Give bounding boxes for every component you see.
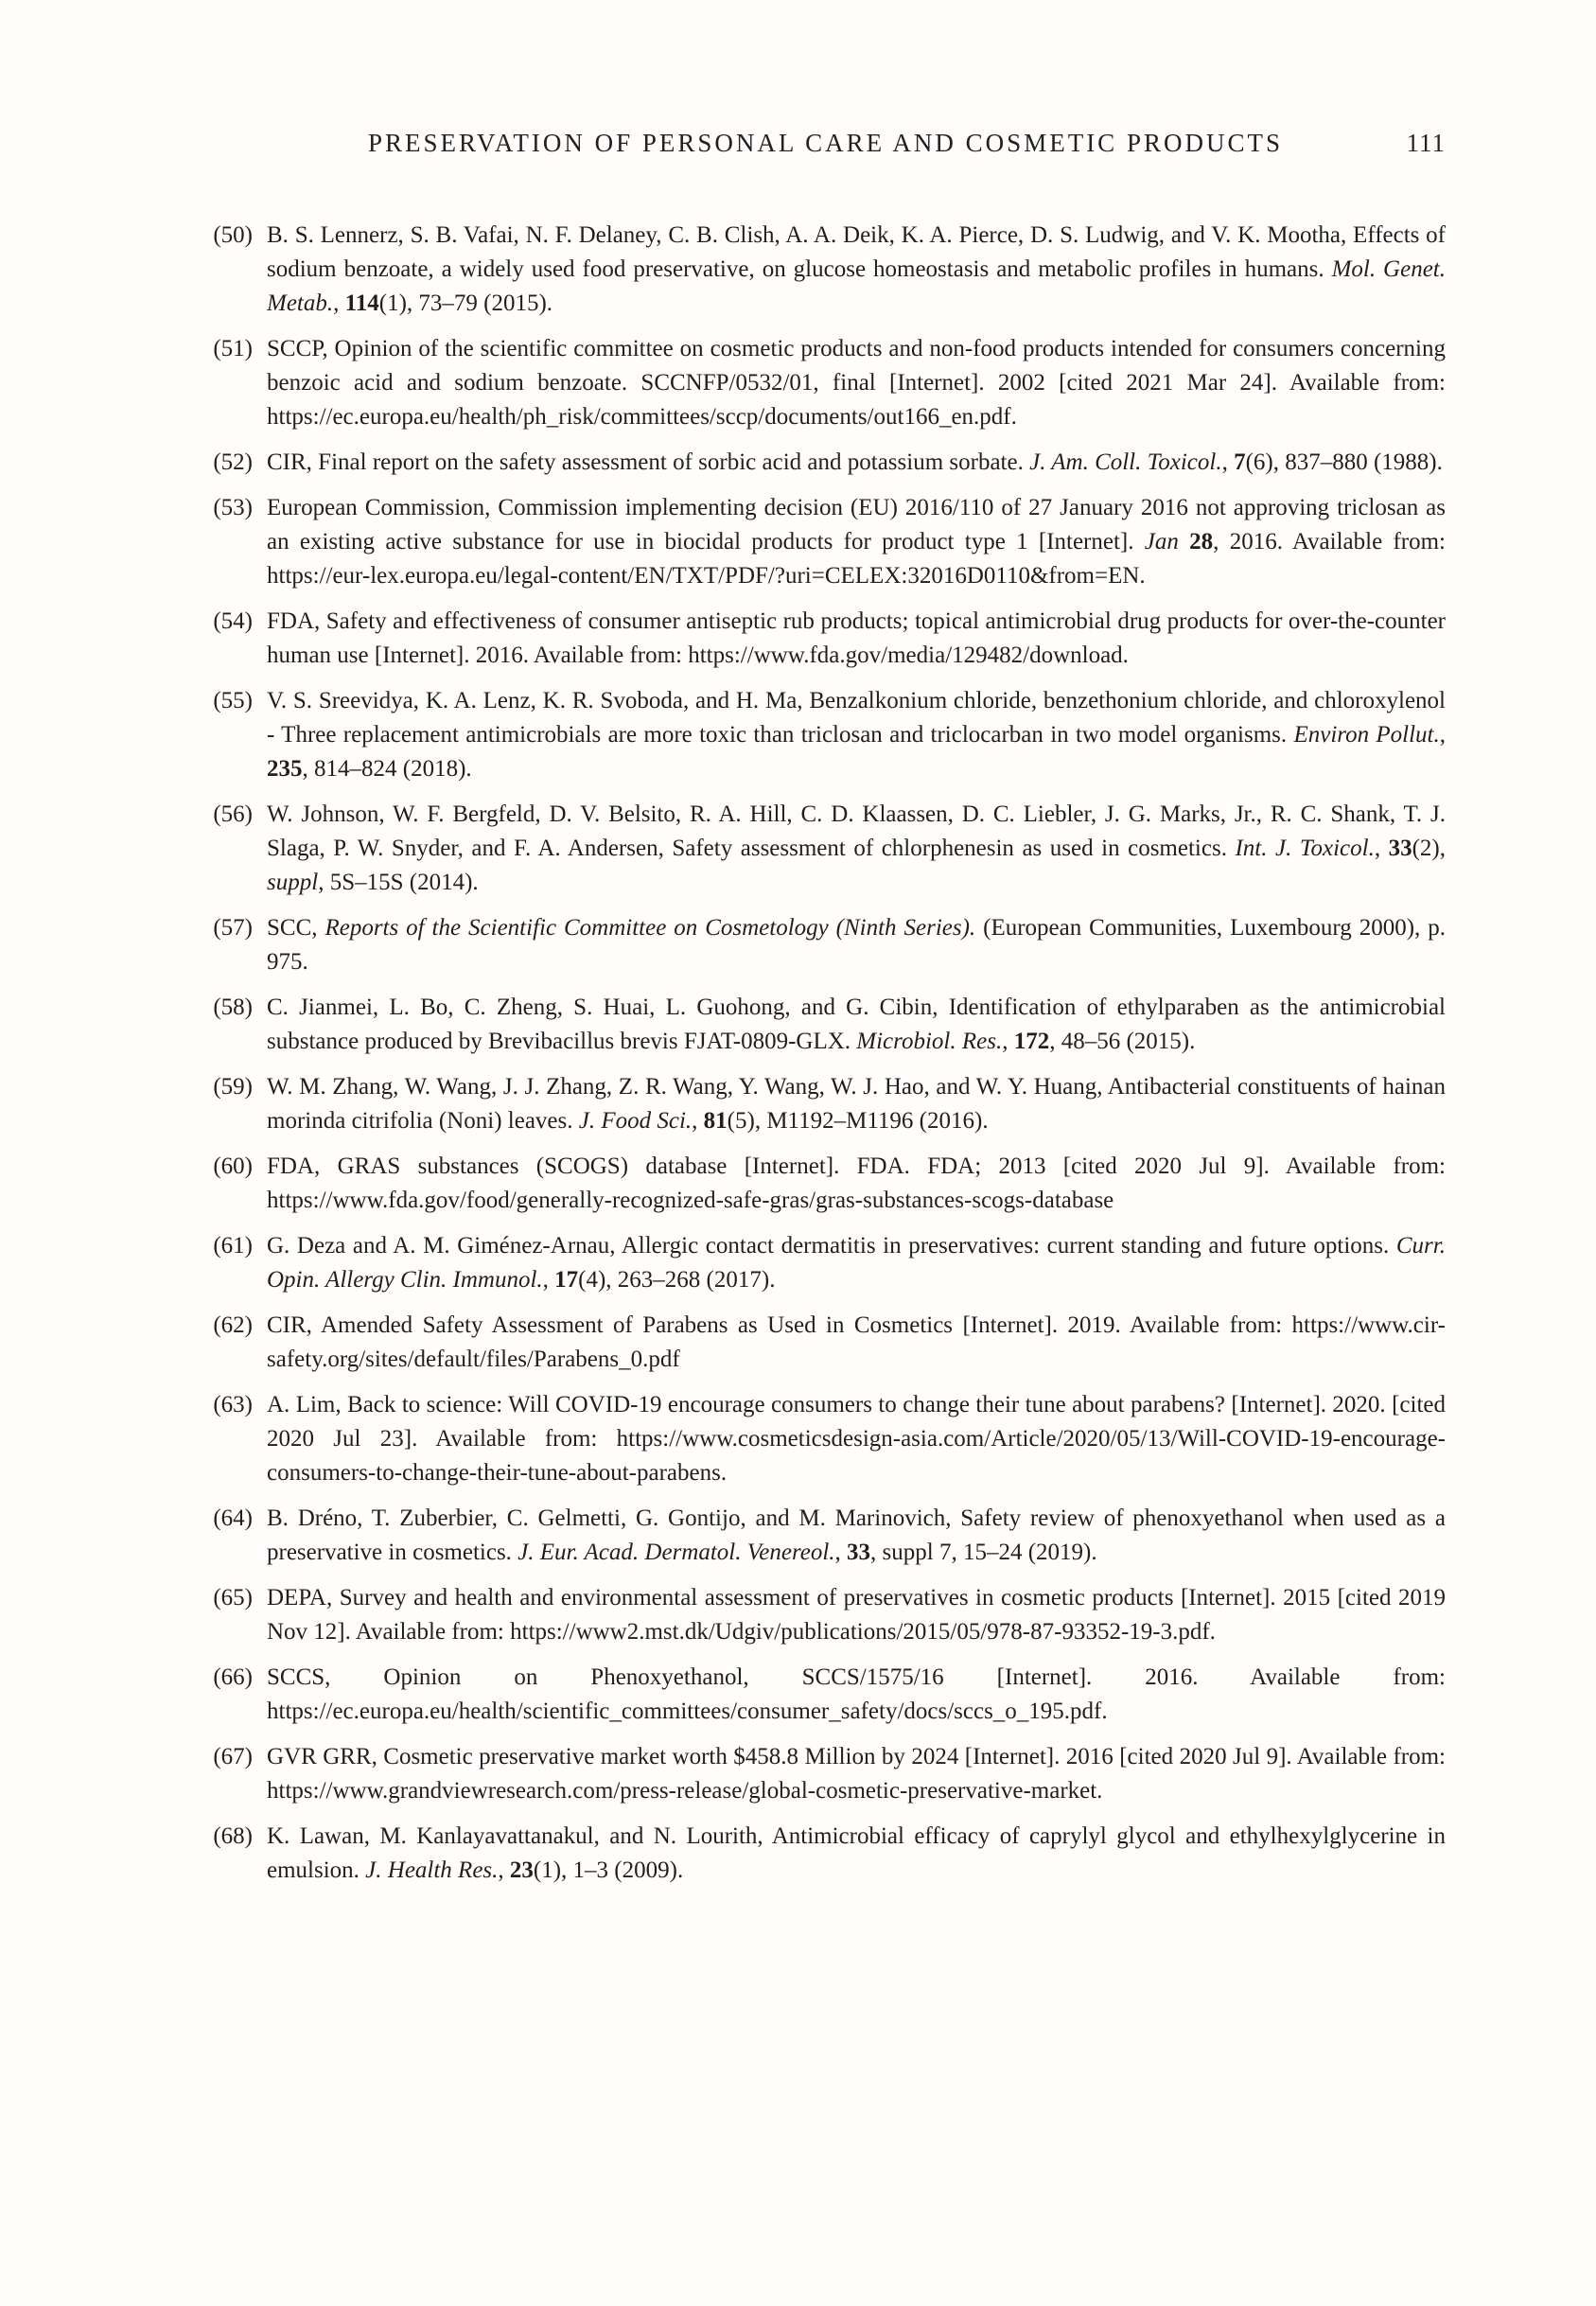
reference-segment-normal: CIR, Amended Safety Assessment of Parabens as Used in Cosmetics [Internet]. 2019. Available from: https://www.cir-safety.org/sites/default/files/Parabens_0.pdf: [267, 1312, 1446, 1372]
reference-segment-italic: J. Health Res.: [365, 1857, 499, 1883]
reference-item: [205, 1309, 1446, 1377]
reference-number: (55): [213, 688, 253, 713]
reference-segment-italic: Environ Pollut.: [1293, 722, 1440, 748]
reference-segment-normal: DEPA, Survey and health and environmental assessment of preservatives in cosmetic products [Internet]. 2015 [cited 2019 Nov 12]. Available from: https://www2.mst.dk/Udgiv/publications/2015/05/978-87-93352-19-3.pdf.: [267, 1585, 1446, 1645]
reference-segment-normal: ,: [498, 1857, 510, 1883]
reference-text: [267, 688, 1446, 782]
references-list: [205, 219, 1446, 1888]
reference-item: [205, 1661, 1446, 1729]
reference-number: (65): [213, 1585, 253, 1611]
reference-segment-normal: ,: [834, 1540, 848, 1565]
reference-number: (66): [213, 1664, 253, 1690]
reference-segment-italic: J. Eur. Acad. Dermatol. Venereol.: [517, 1540, 835, 1565]
reference-item: [205, 1502, 1446, 1570]
reference-segment-normal: W. M. Zhang, W. Wang, J. J. Zhang, Z. R. Wang, Y. Wang, W. J. Hao, and W. Y. Huang, Antibacterial constituents of hainan morinda citrifolia (Noni) leaves.: [267, 1074, 1446, 1134]
reference-segment-normal: (4), 263–268 (2017).: [578, 1267, 776, 1293]
reference-text: [267, 1664, 1446, 1724]
reference-text: [267, 608, 1446, 668]
reference-segment-normal: K. Lawan, M. Kanlayavattanakul, and N. Lourith, Antimicrobial efficacy of caprylyl glycol and ethylhexylglycerine in emulsion.: [267, 1823, 1446, 1883]
reference-number: (54): [213, 608, 253, 634]
reference-segment-normal: , 814–824 (2018).: [302, 756, 472, 782]
reference-segment-normal: A. Lim, Back to science: Will COVID-19 encourage consumers to change their tune about parabens? [Internet]. 2020. [cited 2020 Jul 23]. Available from: https://www.cosmeticsdesign-asia.com/Article/2020/05/13/Will-COVID-19-encourage-consumers-to-change-their-tune-about-parabens.: [267, 1392, 1446, 1486]
reference-number: (59): [213, 1074, 253, 1100]
reference-number: (63): [213, 1392, 253, 1417]
reference-segment-normal: ,: [333, 290, 345, 316]
reference-segment-normal: ,: [692, 1108, 704, 1134]
reference-segment-bold: 81: [703, 1108, 728, 1134]
reference-segment-normal: B. S. Lennerz, S. B. Vafai, N. F. Delaney, C. B. Clish, A. A. Deik, K. A. Pierce, D. S. Ludwig, and V. K. Mootha, Effects of sodium benzoate, a widely used food preservative, on glucose homeostasis and metabolic profiles in humans.: [267, 222, 1446, 282]
reference-segment-normal: FDA, GRAS substances (SCOGS) database [Internet]. FDA. FDA; 2013 [cited 2020 Jul 9]. Available from: https://www.fda.gov/food/generally-recognized-safe-gras/gras-substances-scogs-database: [267, 1153, 1446, 1213]
reference-item: [205, 605, 1446, 673]
reference-number: (50): [213, 222, 253, 248]
reference-segment-normal: SCCS, Opinion on Phenoxyethanol, SCCS/1575/16 [Internet]. 2016. Available from: https://ec.europa.eu/health/scientific_committees/consumer_safety/docs/sccs_o_195.pdf.: [267, 1664, 1446, 1724]
reference-number: (64): [213, 1505, 253, 1531]
reference-item: [205, 1229, 1446, 1297]
reference-segment-italic: Jan: [1144, 529, 1179, 554]
reference-item: [205, 911, 1446, 979]
reference-text: [267, 1153, 1446, 1213]
reference-number: (52): [213, 449, 253, 475]
reference-segment-normal: ,: [1221, 449, 1235, 475]
reference-segment-normal: FDA, Safety and effectiveness of consumer antiseptic rub products; topical antimicrobial drug products for over-the-counter human use [Internet]. 2016. Available from: https://www.fda.gov/media/129482/download.: [267, 608, 1446, 668]
reference-segment-bold: 28: [1189, 529, 1214, 554]
reference-text: [267, 1505, 1446, 1565]
reference-segment-normal: (5), M1192–M1196 (2016).: [727, 1108, 989, 1134]
reference-text: [267, 1585, 1446, 1645]
reference-number: (57): [213, 915, 253, 941]
reference-item: [205, 1581, 1446, 1649]
reference-segment-normal: , suppl 7, 15–24 (2019).: [870, 1540, 1097, 1565]
reference-segment-italic: Mol. Genet. Metab.: [267, 256, 1446, 316]
reference-segment-bold: 114: [344, 290, 379, 316]
reference-item: [205, 1150, 1446, 1218]
reference-segment-normal: G. Deza and A. M. Giménez-Arnau, Allergic contact dermatitis in preservatives: current standing and future options.: [267, 1233, 1396, 1259]
reference-text: [267, 495, 1446, 589]
reference-text: [267, 995, 1446, 1054]
reference-number: (51): [213, 336, 253, 361]
reference-segment-bold: 33: [1388, 836, 1412, 861]
reference-segment-italic: J. Am. Coll. Toxicol.: [1029, 449, 1222, 475]
reference-segment-italic: Microbiol. Res.: [856, 1029, 1003, 1054]
reference-segment-normal: (1), 73–79 (2015).: [378, 290, 553, 316]
reference-segment-normal: ,: [1439, 722, 1446, 748]
reference-segment-bold: 172: [1013, 1029, 1050, 1054]
reference-number: (62): [213, 1312, 253, 1338]
reference-segment-normal: C. Jianmei, L. Bo, C. Zheng, S. Huai, L. Guohong, and G. Cibin, Identification of ethylparaben as the antimicrobial substance produced by Brevibacillus brevis FJAT-0809-GLX.: [267, 995, 1446, 1054]
reference-item: [205, 1388, 1446, 1490]
reference-text: [267, 449, 1443, 475]
reference-number: (53): [213, 495, 253, 520]
reference-segment-bold: 23: [509, 1857, 534, 1883]
reference-segment-bold: 17: [554, 1267, 579, 1293]
page-number: 111: [1406, 129, 1446, 157]
reference-text: [267, 1074, 1446, 1134]
reference-text: [267, 1823, 1446, 1883]
reference-text: [267, 222, 1446, 316]
reference-text: [267, 336, 1446, 430]
reference-segment-normal: ,: [1002, 1029, 1014, 1054]
page-title: PRESERVATION OF PERSONAL CARE AND COSMETIC PRODUCTS: [368, 129, 1283, 157]
reference-item: [205, 491, 1446, 593]
reference-number: (60): [213, 1153, 253, 1179]
reference-segment-italic: Int. J. Toxicol.: [1235, 836, 1375, 861]
reference-segment-italic: Reports of the Scientific Committee on Cosmetology (Ninth Series).: [324, 915, 976, 941]
reference-segment-normal: (2),: [1412, 836, 1447, 861]
reference-segment-bold: 7: [1234, 449, 1246, 475]
reference-item: [205, 798, 1446, 900]
reference-segment-normal: W. Johnson, W. F. Bergfeld, D. V. Belsito, R. A. Hill, C. D. Klaassen, D. C. Liebler, J. G. Marks, Jr., R. C. Shank, T. J. Slaga, P. W. Snyder, and F. A. Andersen, Safety assessment of chlorphenesin as used in cosmetics.: [267, 801, 1446, 861]
reference-number: (67): [213, 1744, 253, 1769]
reference-text: [267, 915, 1446, 975]
reference-segment-italic: Curr. Opin. Allergy Clin. Immunol.: [267, 1233, 1446, 1293]
reference-number: (58): [213, 995, 253, 1020]
reference-segment-bold: 235: [267, 756, 303, 782]
reference-segment-normal: CIR, Final report on the safety assessment of sorbic acid and potassium sorbate.: [267, 449, 1030, 475]
running-head: [205, 129, 1446, 158]
reference-text: [267, 1233, 1446, 1293]
reference-segment-normal: SCCP, Opinion of the scientific committee on cosmetic products and non-food products intended for consumers concerning benzoic acid and sodium benzoate. SCCNFP/0532/01, final [Internet]. 2002 [cited 2021 Mar 24]. Available from: https://ec.europa.eu/health/ph_risk/committees/sccp/documents/out166_en.pdf.: [267, 336, 1446, 430]
reference-item: [205, 332, 1446, 434]
reference-item: [205, 991, 1446, 1059]
reference-item: [205, 1820, 1446, 1888]
reference-segment-bold: 33: [847, 1540, 871, 1565]
reference-segment-normal: [1179, 529, 1189, 554]
reference-number: (56): [213, 801, 253, 827]
reference-item: [205, 1740, 1446, 1808]
reference-segment-normal: European Commission, Commission implementing decision (EU) 2016/110 of 27 January 2016 not approving triclosan as an existing active substance for use in biocidal products for product type 1 [Internet].: [267, 495, 1446, 554]
reference-segment-normal: , 48–56 (2015).: [1049, 1029, 1196, 1054]
reference-segment-normal: (1), 1–3 (2009).: [533, 1857, 684, 1883]
reference-number: (61): [213, 1233, 253, 1259]
reference-segment-italic: suppl: [267, 870, 319, 895]
reference-segment-normal: (6), 837–880 (1988).: [1245, 449, 1443, 475]
reference-segment-normal: , 5S–15S (2014).: [318, 870, 479, 895]
reference-text: [267, 1392, 1446, 1486]
reference-text: [267, 1744, 1446, 1804]
reference-segment-normal: ,: [542, 1267, 555, 1293]
reference-item: [205, 219, 1446, 321]
reference-item: [205, 684, 1446, 786]
reference-item: [205, 446, 1446, 480]
reference-segment-normal: ,: [1374, 836, 1389, 861]
reference-text: [267, 1312, 1446, 1372]
reference-item: [205, 1070, 1446, 1138]
reference-segment-normal: SCC,: [267, 915, 325, 941]
reference-segment-normal: V. S. Sreevidya, K. A. Lenz, K. R. Svoboda, and H. Ma, Benzalkonium chloride, benzethonium chloride, and chloroxylenol - Three replacement antimicrobials are more toxic than triclosan and triclocarban in two model organisms.: [267, 688, 1446, 748]
reference-text: [267, 801, 1446, 895]
reference-segment-normal: GVR GRR, Cosmetic preservative market worth $458.8 Million by 2024 [Internet]. 2016 [cited 2020 Jul 9]. Available from: https://www.grandviewresearch.com/press-release/global-cosmetic-preservative-market.: [267, 1744, 1446, 1804]
reference-segment-normal: (European Communities, Luxembourg 2000), p. 975.: [267, 915, 1446, 975]
reference-number: (68): [213, 1823, 253, 1849]
reference-segment-italic: J. Food Sci.: [578, 1108, 693, 1134]
reference-segment-normal: , 2016. Available from: https://eur-lex.europa.eu/legal-content/EN/TXT/PDF/?uri=CELEX:32016D0110&from=EN.: [267, 529, 1446, 589]
reference-segment-normal: B. Dréno, T. Zuberbier, C. Gelmetti, G. Gontijo, and M. Marinovich, Safety review of phenoxyethanol when used as a preservative in cosmetics.: [267, 1505, 1446, 1565]
